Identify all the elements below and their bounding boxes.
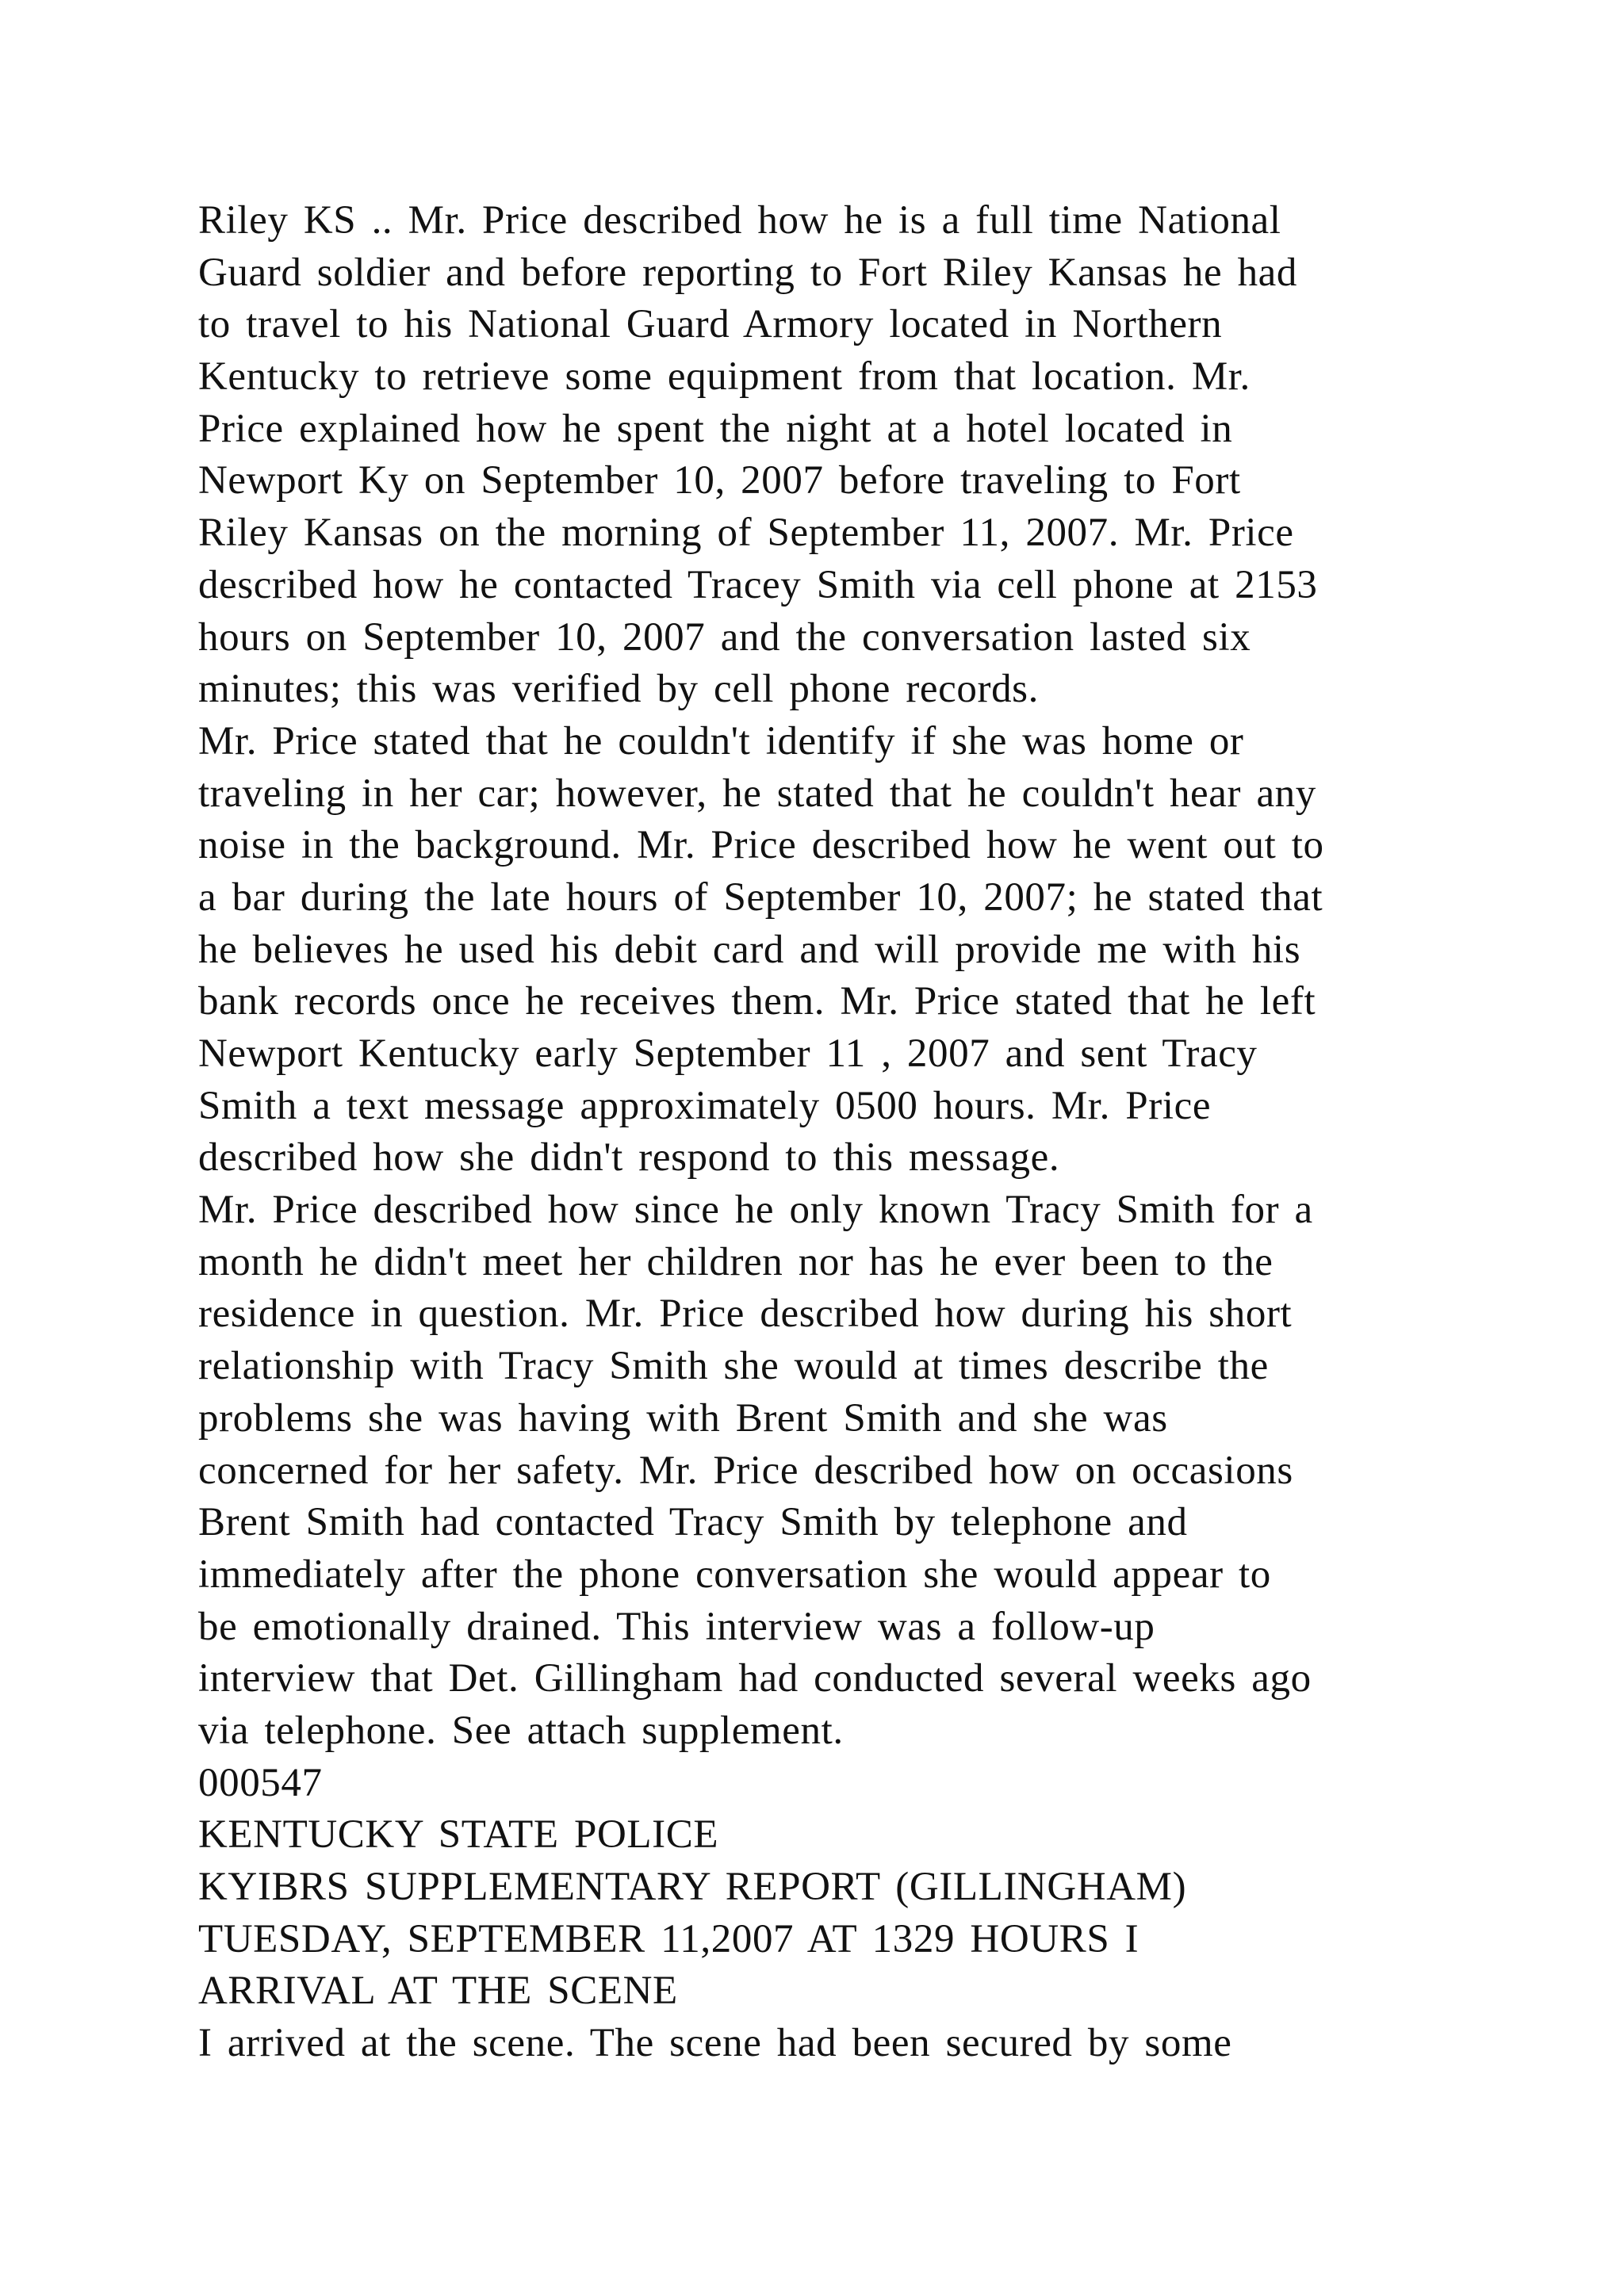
text-line: Brent Smith had contacted Tracy Smith by telephone and [198,1500,1188,1545]
agency-heading: KENTUCKY STATE POLICE [198,1812,719,1858]
text-line: month he didn't meet her children nor has he ever been to the [198,1239,1274,1284]
text-line: Riley KS .. Mr. Price described how he is a full time National [198,198,1281,243]
text-line: described how he contacted Tracey Smith via cell phone at 2153 [198,562,1318,607]
text-line: bank records once he receives them. Mr. Price stated that he left [198,979,1316,1024]
text-line: concerned for her safety. Mr. Price described how on occasions [198,1448,1293,1493]
text-line: noise in the background. Mr. Price described how he went out to [198,823,1324,868]
text-line: he believes he used his debit card and will provide me with his [198,927,1301,972]
text-line: Kentucky to retrieve some equipment from that location. Mr. [198,354,1251,400]
document-body [198,195,1546,2070]
text-line: relationship with Tracy Smith she would at times describe the [198,1344,1269,1389]
text-line: Smith a text message approximately 0500 hours. Mr. Price [198,1083,1212,1128]
text-line: Newport Ky on September 10, 2007 before traveling to Fort [198,458,1241,503]
text-line: Guard soldier and before reporting to Fort Riley Kansas he had [198,250,1298,295]
section-heading: ARRIVAL AT THE SCENE [198,1969,678,2014]
text-line: problems she was having with Brent Smith and she was [198,1395,1168,1441]
text-line: described how she didn't respond to this message. [198,1135,1060,1181]
text-line: minutes; this was verified by cell phone records. [198,667,1039,712]
text-line: Mr. Price stated that he couldn't identify if she was home or [198,718,1244,763]
text-line: to travel to his National Guard Armory located in Northern [198,302,1223,347]
page-number: 000547 [198,1760,323,1805]
text-line: Price explained how he spent the night at a hotel located in [198,406,1233,451]
report-title: KYIBRS SUPPLEMENTARY REPORT (GILLINGHAM) [198,1865,1187,1909]
text-line: interview that Det. Gillingham had conducted several weeks ago [198,1656,1312,1701]
text-line: a bar during the late hours of September 10, 2007; he stated that [198,874,1323,920]
text-line: be emotionally drained. This interview was a follow-up [198,1604,1155,1649]
text-line: immediately after the phone conversation she would appear to [198,1552,1271,1597]
text-line: Newport Kentucky early September 11 , 2007 and sent Tracy [198,1031,1258,1076]
text-line: I arrived at the scene. The scene had been secured by some [198,2021,1232,2066]
text-line: via telephone. See attach supplement. [198,1708,844,1753]
text-line: traveling in her car; however, he stated that he couldn't hear any [198,771,1316,816]
text-line: Riley Kansas on the morning of September 11, 2007. Mr. Price [198,511,1294,556]
text-line: Mr. Price described how since he only known Tracy Smith for a [198,1188,1313,1233]
text-line: hours on September 10, 2007 and the conversation lasted six [198,614,1251,660]
text-line: residence in question. Mr. Price described how during his short [198,1292,1293,1337]
report-datetime: TUESDAY, SEPTEMBER 11,2007 AT 1329 HOURS I [198,1916,1139,1961]
